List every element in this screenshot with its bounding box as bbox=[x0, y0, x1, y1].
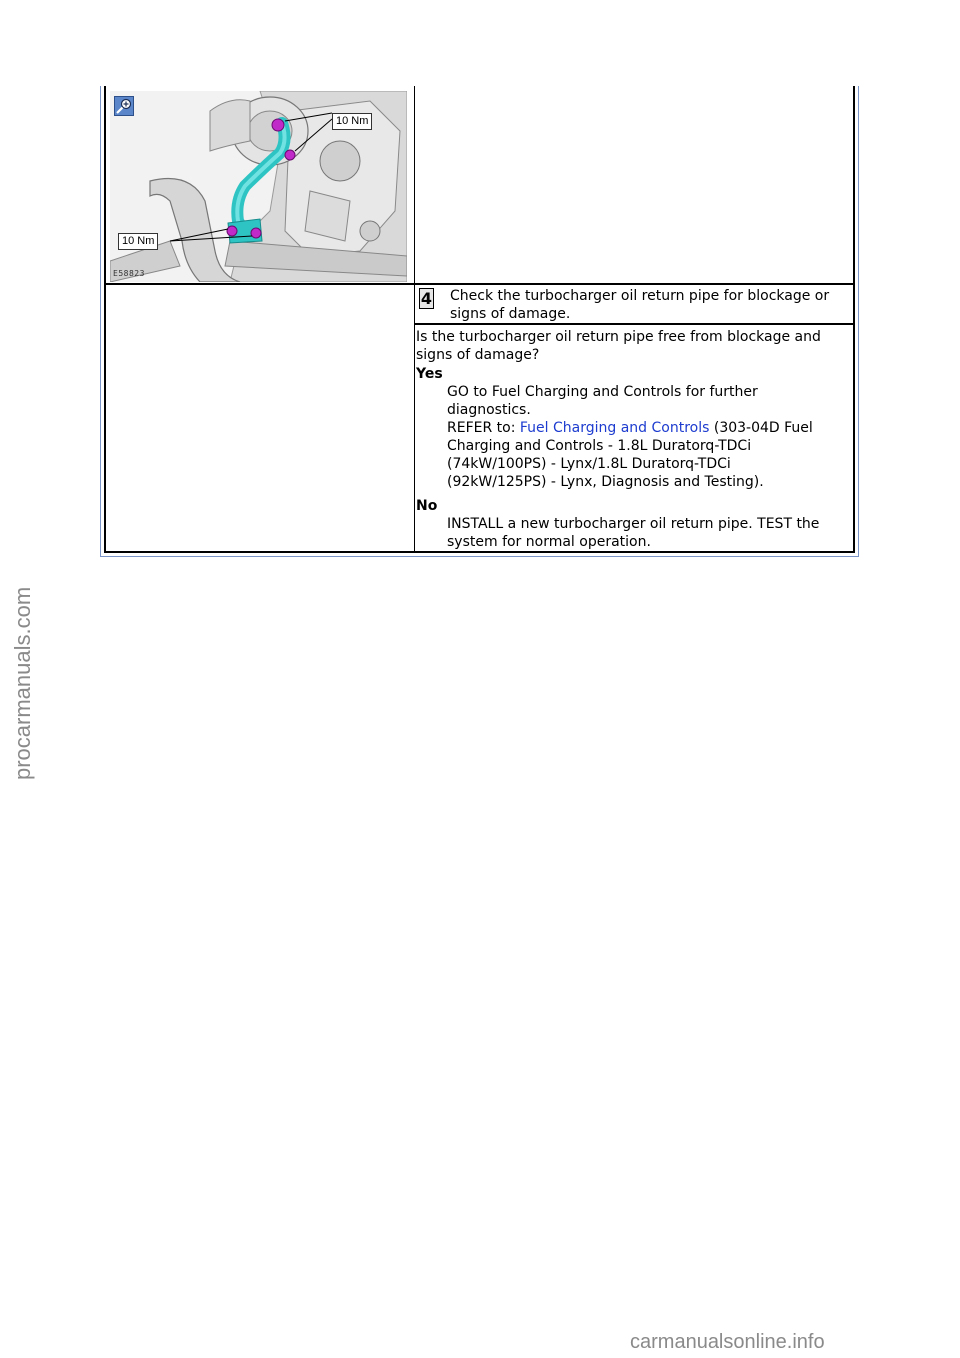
figure-code: E58823 bbox=[113, 269, 145, 278]
torque-label-top: 10 Nm bbox=[332, 113, 372, 130]
torque-label-bottom: 10 Nm bbox=[118, 233, 158, 250]
step-number: 4 bbox=[420, 289, 433, 308]
refer-prefix: REFER to: bbox=[447, 420, 520, 436]
answer-yes-key: Yes bbox=[416, 366, 443, 382]
zoom-in-icon[interactable] bbox=[114, 96, 134, 116]
table-column-divider bbox=[414, 86, 415, 552]
answer-yes bbox=[416, 365, 852, 491]
answer-yes-text: GO to Fuel Charging and Controls for further diagnostics. bbox=[447, 384, 758, 418]
answer-yes-reference bbox=[447, 419, 827, 491]
answer-no-key: No bbox=[416, 498, 438, 514]
watermark-carmanualsonline: carmanualsonline.info bbox=[630, 1331, 825, 1353]
step-instruction: Check the turbocharger oil return pipe for blockage or signs of damage. bbox=[450, 288, 830, 322]
diagnostic-question: Is the turbocharger oil return pipe free from blockage and signs of damage? bbox=[416, 329, 821, 363]
fuel-charging-link[interactable]: Fuel Charging and Controls bbox=[519, 420, 710, 436]
answer-no-text: INSTALL a new turbocharger oil return pipe. TEST the system for normal operation. bbox=[447, 516, 820, 550]
answer-no bbox=[416, 497, 852, 551]
table-row-divider bbox=[104, 283, 855, 285]
answer-yes-body bbox=[416, 383, 852, 491]
answer-no-body bbox=[416, 515, 852, 551]
refer-suffix: (303-04D Fuel Charging and Controls - 1.8L Duratorq-TDCi (74kW/100PS) - Lynx/1.8L Duratorq-TDCi (92kW/125PS) - Lynx, Diagnosis and Testing). bbox=[447, 420, 813, 490]
table-row-divider bbox=[414, 323, 855, 325]
watermark-procarmanuals: procarmanuals.com bbox=[10, 586, 35, 780]
